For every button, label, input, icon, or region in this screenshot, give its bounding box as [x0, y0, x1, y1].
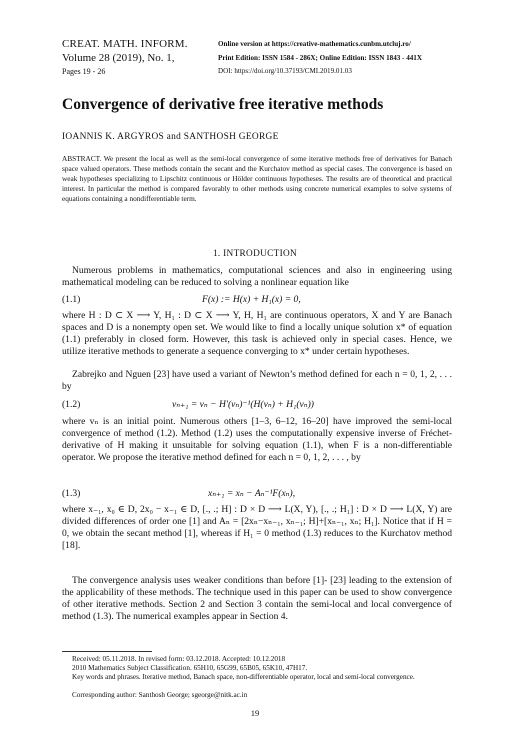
- journal-name: CREAT. MATH. INFORM.: [62, 38, 188, 50]
- paragraph-1: Numerous problems in mathematics, computational sciences and also in engineering using mathematical modeling can be reduced to solving a nonlinear equation like: [62, 265, 452, 288]
- equation-body: F(x) := H(x) + H₁(x) = 0,: [202, 294, 301, 305]
- equation-number: (1.3): [62, 488, 81, 499]
- equation-number: (1.1): [62, 294, 81, 305]
- paper-title: Convergence of derivative free iterative methods: [62, 96, 384, 113]
- equation-1-2: [62, 399, 452, 413]
- paragraph-3: Zabrejko and Nguen [23] have used a variant of Newton’s method defined for each n = 0, 1, 2, . . . by: [62, 369, 452, 392]
- footnote-divider: [62, 651, 152, 652]
- paragraph-6: The convergence analysis uses weaker conditions than before [1]- [23] leading to the extension of the applicability of these methods. The technique used in this paper can be used to show convergence of other iterative methods. Section 2 and Section 3 contain the semi-local and local convergence of method (1.3). The numerical examples appear in Section 4.: [62, 575, 452, 622]
- publication-info: [218, 38, 488, 79]
- journal-header: [62, 37, 212, 78]
- journal-pages: Pages 19 - 26: [62, 67, 106, 76]
- doi-line: DOI: https://doi.org/10.37193/CMI.2019.01.03: [218, 67, 352, 75]
- equation-1-3: [62, 488, 452, 502]
- equation-1-1: [62, 294, 452, 308]
- footnote-msc: 2010 Mathematics Subject Classification. 65H10, 65G99, 65B05, 65K10, 47H17.: [72, 664, 308, 672]
- paper-authors: IOANNIS K. ARGYROS and SANTHOSH GEORGE: [62, 132, 279, 142]
- abstract: ABSTRACT. We present the local as well as the semi-local convergence of some iterative methods free of derivatives for Banach space valued operators. These methods contain the secant and the Kurchatov method as special cases. The convergence is based on weak hypotheses specializing to Lipschitz continuous or Hölder continuous hypotheses. The results are of theoretical and practical interest. In particular the method is compared favorably to other methods using concrete numerical examples to solve systems of equations containing a nondifferentiable term.: [62, 154, 452, 203]
- footnote-corresponding: Corresponding author: Santhosh George; sgeorge@nitk.ac.in: [72, 691, 248, 699]
- paragraph-4: where vₙ is an initial point. Numerous others [1–3, 6–12, 16–20] have improved the semi-local convergence of method (1.2). Method (1.2) uses the computationally expensive inverse of Fréchet-derivative of H making it unsuitable for solving equation (1.1), when F is a non-differentiable operator. We propose the iterative method defined for each n = 0, 1, 2, . . . , by: [62, 416, 452, 463]
- section-heading: 1. INTRODUCTION: [212, 249, 298, 259]
- issn-line: Print Edition: ISSN 1584 - 286X; Online Edition: ISSN 1843 - 441X: [218, 53, 422, 62]
- online-version: Online version at https://creative-mathematics.cunbm.utcluj.ro/: [218, 40, 411, 48]
- equation-body: xₙ₊₁ = xₙ − Aₙ⁻¹F(xₙ),: [208, 488, 296, 499]
- equation-body: vₙ₊₁ = vₙ − H′(vₙ)⁻¹(H(vₙ) + H₁(vₙ)): [172, 399, 314, 410]
- paragraph-5: where x₋₁, x₀ ∈ D, 2x₀ − x₋₁ ∈ D, [., .; H] : D × D ⟶ L(X, Y), [., .; H₁] : D × D ⟶ L(X, Y) are divided differences of order one [1] and Aₙ = [2xₙ−xₙ₋₁, xₙ₋₁; H]+[xₙ₋₁, xₙ; H₁]. Notice that if H = 0, we obtain the secant method [1], whereas if H₁ = 0 method (1.3) reduces to the Kurchatov method [18].: [62, 504, 452, 551]
- footnote-received: Received: 05.11.2018. In revised form: 03.12.2018. Accepted: 10.12.2018: [72, 655, 286, 663]
- journal-volume: Volume 28 (2019), No. 1,: [62, 52, 175, 64]
- equation-number: (1.2): [62, 399, 81, 410]
- paragraph-2: where H : D ⊂ X ⟶ Y, H₁ : D ⊂ X ⟶ Y, H, H₁ are continuous operators, X and Y are Banach spaces and D is a nonempty open set. We would like to find a locally unique solution x* of equation (1.1) preferably in closed form. However, this task is achieved only in special cases. Hence, we utilize iterative methods to generate a sequence converging to x* under certain hypotheses.: [62, 310, 452, 357]
- page-number: 19: [250, 708, 260, 718]
- footnote-keywords: Key words and phrases. Iterative method, Banach space, non-differentiable operator, local and semi-local convergence.: [72, 673, 415, 681]
